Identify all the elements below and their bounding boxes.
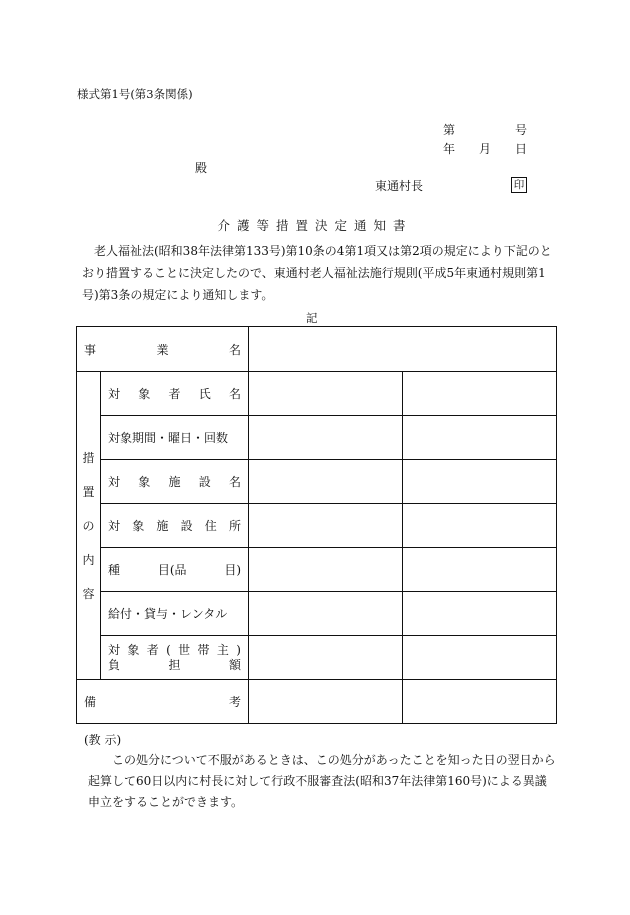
measure-content-group-label: 措 置 の 内 容 — [77, 372, 101, 680]
target-period-field-1[interactable] — [249, 416, 403, 460]
issuer-name: 東通村長 — [375, 179, 424, 193]
provision-type-field-1[interactable] — [249, 592, 403, 636]
facility-name-field-1[interactable] — [249, 460, 403, 504]
table-row — [77, 636, 557, 680]
facility-name-label: 対 象 施 設 名 — [101, 460, 249, 504]
facility-address-field-2[interactable] — [403, 504, 557, 548]
document-number-line — [443, 124, 527, 136]
table-row — [77, 504, 557, 548]
table-row — [77, 460, 557, 504]
table-row — [77, 680, 557, 724]
provision-type-field-2[interactable] — [403, 592, 557, 636]
addressee-suffix: 殿 — [195, 161, 208, 175]
target-person-name-label: 対 象 者 氏 名 — [101, 372, 249, 416]
number-suffix: 号 — [514, 123, 527, 137]
provision-type-label: 給付・貸与・レンタル — [101, 592, 249, 636]
remarks-field-1[interactable] — [249, 680, 403, 724]
facility-address-label: 対 象 施 設 住 所 — [101, 504, 249, 548]
table-row — [77, 327, 557, 372]
day-label: 日 — [514, 142, 527, 156]
burden-amount-field-2[interactable] — [403, 636, 557, 680]
body-text: 老人福祉法(昭和38年法律第133号)第10条の4第1項又は第2項の規定により下記のとおり措置することに決定したので、東通村老人福祉法施行規則(平成5年東通村規則第1号)第3条の規定により通知します。 — [82, 244, 552, 302]
target-person-name-field-2[interactable] — [403, 372, 557, 416]
year-label: 年 — [443, 142, 456, 156]
number-prefix: 第 — [443, 123, 456, 137]
ki-label: 記 — [306, 311, 318, 325]
item-type-field-1[interactable] — [249, 548, 403, 592]
date-line — [443, 143, 527, 155]
target-period-label: 対象期間・曜日・回数 — [101, 416, 249, 460]
remarks-label: 備 考 — [77, 680, 249, 724]
facility-name-field-2[interactable] — [403, 460, 557, 504]
burden-amount-label: 対 象 者 ( 世 帯 主 ) 負 担 額 — [101, 636, 249, 680]
business-name-field[interactable] — [249, 327, 557, 372]
burden-amount-field-1[interactable] — [249, 636, 403, 680]
document-title: 介護等措置決定通知書 — [217, 218, 413, 233]
item-type-field-2[interactable] — [403, 548, 557, 592]
target-period-field-2[interactable] — [403, 416, 557, 460]
table-row — [77, 372, 557, 416]
notice-text: この処分について不服があるときは、この処分があったことを知った日の翌日から起算して60日以内に村長に対して行政不服審査法(昭和37年法律第160号)による異議申立をすることができます。 — [88, 753, 556, 809]
business-name-label: 事 業 名 — [77, 327, 249, 372]
table-row — [77, 592, 557, 636]
item-type-label: 種 目(品 目) — [101, 548, 249, 592]
target-person-name-field-1[interactable] — [249, 372, 403, 416]
remarks-field-2[interactable] — [403, 680, 557, 724]
month-label: 月 — [478, 142, 491, 156]
details-table — [76, 326, 557, 724]
table-row — [77, 548, 557, 592]
facility-address-field-1[interactable] — [249, 504, 403, 548]
notice-heading: (教 示) — [84, 733, 122, 747]
form-number: 様式第1号(第3条関係) — [77, 87, 193, 101]
table-row — [77, 416, 557, 460]
seal-mark: 印 — [511, 177, 527, 193]
